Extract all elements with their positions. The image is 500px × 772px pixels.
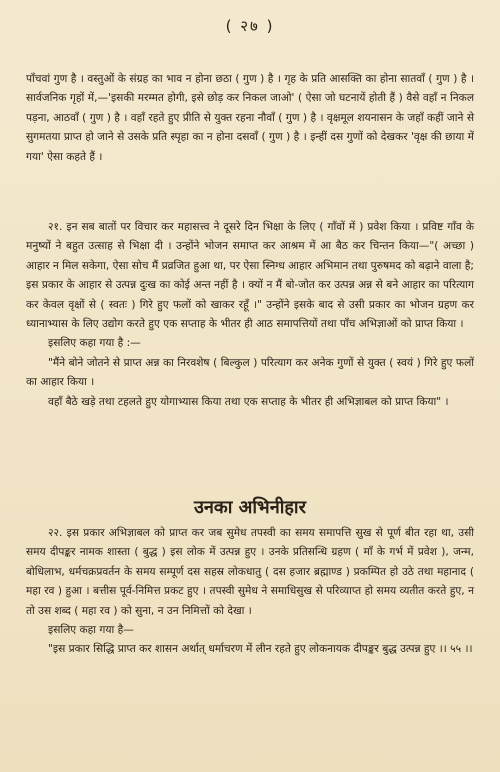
paragraph: पाँचवां गुण है । वस्तुओं के संग्रह का भाव न होना छठा ( गुण ) है । गृह के प्रति आसक्ति का होना सातवाँ ( गुण ) है । सार्वजनिक गृहों में,—'इसकी मरम्मत होगी, इसे छोड़ कर निकल जाओ' ( ऐसा जो घटनायें होती हैं ) वैसे वहाँ न निकल पड़ना, आठवाँ ( गुण ) है । वहाँ रहते हुए प्रीति से युक्त रहना नौवाँ ( गुण ) है । वृक्षमूल शयनासन के जहाँ कहीं जाने से सुगमतया प्राप्त हो जाने से उसके प्रति स्पृहा का न होना दसवाँ ( गुण ) है । इन्हीं दस गुणों को देखकर 'वृक्ष की छाया में गया' ऐसा कहते हैं । [26,73,474,163]
paragraph-block-top [26,70,474,167]
verse: वहाँ बैठे खड़े तथा टहलते हुए योगाभ्यास किया तथा एक सप्ताह के भीतर ही अभिज्ञाबल को प्राप्त किया" । [48,395,449,408]
quote-intro: इसलिए कहा गया है— [48,624,134,637]
paragraph-block-middle [26,218,474,412]
verse: "इस प्रकार सिद्धि प्राप्त कर शासन अर्थात् धर्माचरण में लीन रहते हुए लोकनायक दीपङ्कर बुद्ध उत्पन्न हुए ।। ५५ ।। [48,643,473,656]
verse: "मैंने बोने जोतने से प्राप्त अन्न का निरवशेष ( बिल्कुल ) परित्याग कर अनेक गुणों से युक्त ( स्वयं ) गिरे हुए फलों का आहार किया । [26,356,474,389]
paragraph-block-bottom [26,524,474,660]
paragraph-22: २२. इस प्रकार अभिज्ञाबल को प्राप्त कर जब सुमेध तपस्वी का समय समापत्ति सुख से पूर्ण बीत रहा था, उसी समय दीपङ्कर नामक शास्ता ( बुद्ध ) इस लोक में उत्पन्न हुए । उनके प्रतिसन्धि ग्रहण ( माँ के गर्भ में प्रवेश ), जन्म, बोधिलाभ, धर्मचक्रप्रवर्तन के समय सम्पूर्ण दस सहस्र लोकधातु ( दस हजार ब्रह्माण्ड ) प्रकम्पित हो उठे तथा महानाद ( महा रव ) हुआ । बत्तीस पूर्व-निमित्त प्रकट हुए । तपस्वी सुमेध ने समाधिसुख से परिव्याप्त हो समय व्यतीत करते हुए, न तो उस शब्द ( महा रव ) को सुना, न उन निमित्तों को देखा । [26,527,474,617]
quote-intro: इसलिए कहा गया है :— [48,337,141,350]
section-heading: उनका अभिनीहार [194,497,306,518]
page-number: ( २७ ) [225,17,275,35]
paragraph-21: २१. इन सब बातों पर विचार कर महासत्त्व ने दूसरे दिन भिक्षा के लिए ( गाँवों में ) प्रवेश किया । प्रविष्ट गाँव के मनुष्यों ने बहुत उत्साह से भिक्षा दी । उन्होंने भोजन समाप्त कर आश्रम में आ बैठ कर चिन्तन किया—"( अच्छा ) आहार न मिल सकेगा, ऐसा सोच मैं प्रव्रजित हुआ था, पर ऐसा स्निग्ध आहार अभिमान तथा पुरुषमद को बढ़ाने वाला है; इस प्रकार के आहार से उत्पन्न दुःख का कोई अन्त नहीं है । क्यों न मैं बो-जोत कर उत्पन्न अन्न से बने आहार का परित्याग कर केवल वृक्षों से ( स्वतः ) गिरे हुए फलों को खाकर रहूँ ।" उन्होंने इसके बाद से उसी प्रकार का भोजन ग्रहण कर ध्यानाभ्यास के लिए उद्योग करते हुए एक सप्ताह के भीतर ही आठ समापत्तियों तथा पाँच अभिज्ञाओं को प्राप्त किया । [26,221,474,331]
